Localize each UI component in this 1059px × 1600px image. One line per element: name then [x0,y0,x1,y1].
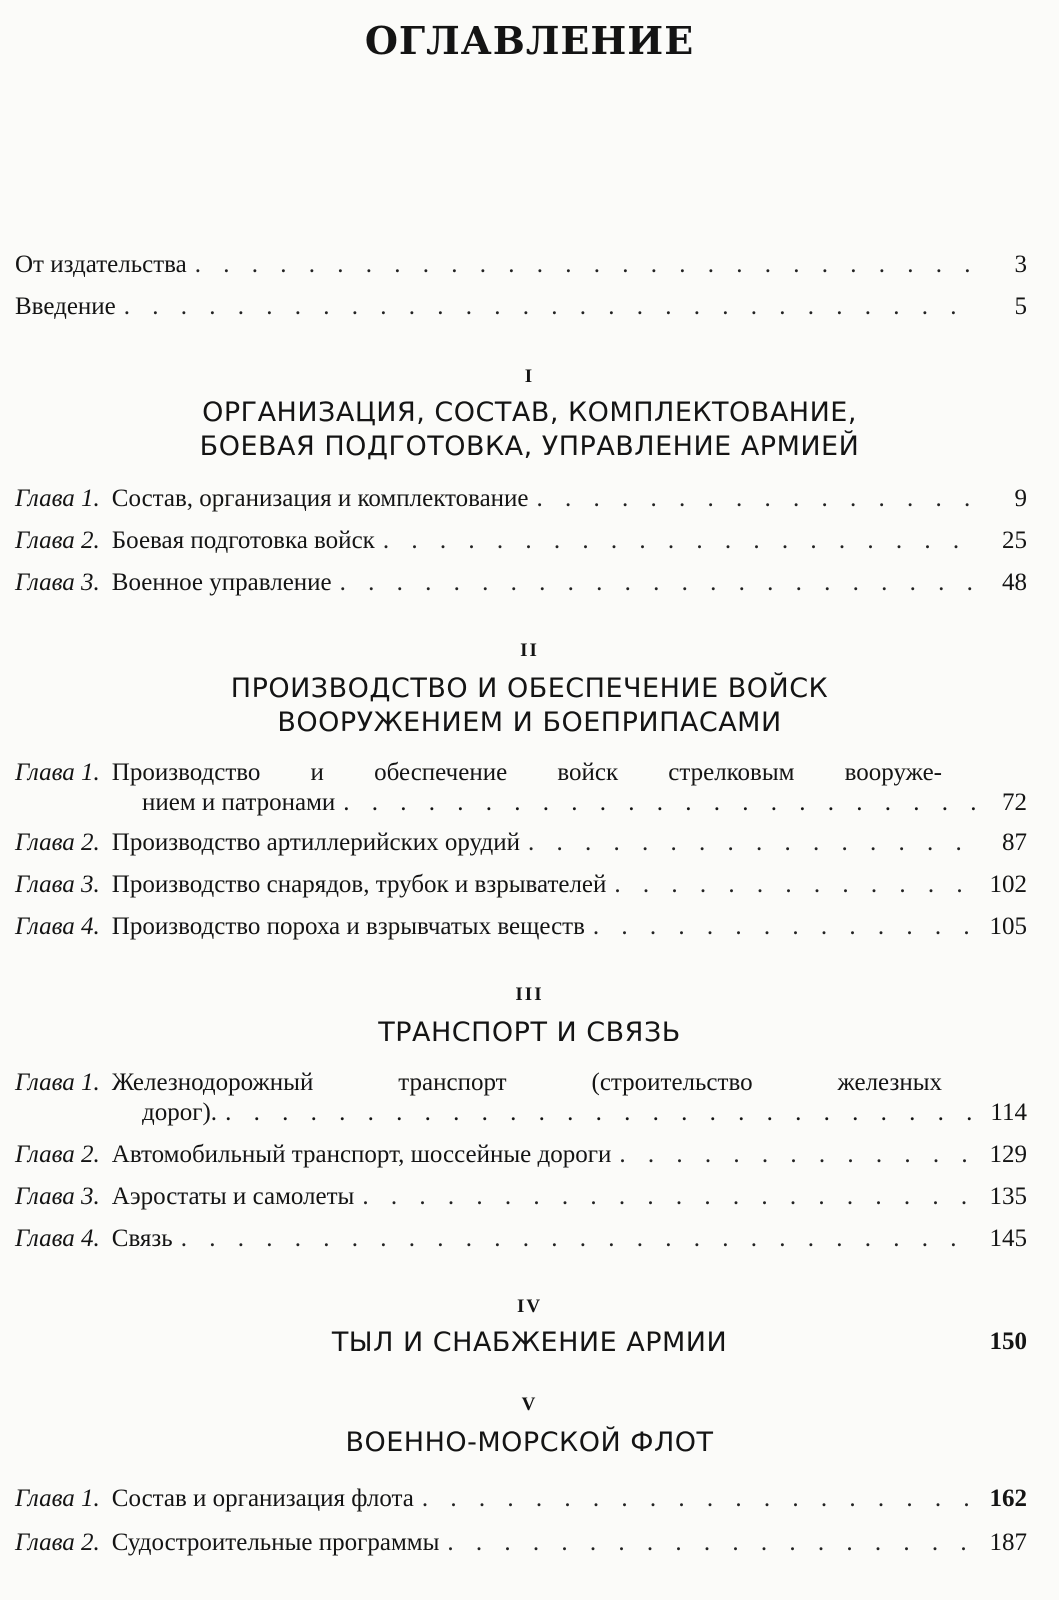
chapter-label: Глава 1. [15,759,100,786]
part-title-line: ТЫЛ И СНАБЖЕНИЕ АРМИИ [331,1327,728,1358]
entry-text: От издательства [15,251,187,278]
leader-dots [528,828,979,858]
entry-text: Связь [111,1225,173,1252]
part-title[interactable] [0,1326,1059,1360]
toc-entry-chapter[interactable] [15,1068,1027,1128]
part-title [0,1016,1059,1050]
page-number: 87 [1002,829,1027,856]
entry-text: Состав и организация флота [111,1485,414,1512]
page-number: 187 [989,1529,1027,1556]
leader-dots [593,912,979,942]
entry-text: Состав, организация и комплектование [111,485,529,512]
toc-entry-chapter[interactable] [15,870,1027,900]
toc-entry-chapter[interactable] [15,484,1027,514]
chapter-label: Глава 1. [15,485,100,512]
chapter-label: Глава 2. [15,527,100,554]
entry-text: Аэростаты и самолеты [111,1183,355,1210]
part-numeral: V [521,1394,538,1415]
page-number: 135 [989,1183,1027,1210]
page-number: 145 [989,1225,1027,1252]
toc-entry-introduction[interactable] [15,292,1027,322]
part-title-line: ВООРУЖЕНИЕМ И БОЕПРИПАСАМИ [277,707,782,738]
part-numeral: II [520,640,539,661]
leader-dots [340,568,979,598]
toc-entry-chapter[interactable] [15,828,1027,858]
page-number: 150 [989,1328,1027,1355]
toc-entry-chapter[interactable] [15,568,1027,598]
leader-dots [343,788,979,818]
part-numeral: III [515,984,544,1005]
entry-text: Боевая подготовка войск [111,527,375,554]
page-number: 105 [989,913,1027,940]
leader-dots [362,1182,979,1212]
toc-entry-publisher[interactable] [15,250,1027,280]
chapter-label: Глава 2. [15,1141,100,1168]
entry-text: Военное управление [111,569,332,596]
toc-entry-chapter[interactable] [15,912,1027,942]
entry-text: Судостроительные программы [111,1529,440,1556]
entry-text-continued: дорог). [142,1099,218,1126]
entry-text: Железнодорожный транспорт (строительство железных [111,1069,942,1096]
part-title-line: ТРАНСПОРТ И СВЯЗЬ [378,1017,681,1048]
chapter-label: Глава 4. [15,1225,100,1252]
toc-entry-chapter[interactable] [15,1140,1027,1170]
entry-text-continued: нием и патронами [142,789,336,816]
chapter-label: Глава 1. [15,1069,100,1096]
chapter-label: Глава 2. [15,829,100,856]
part-numeral: IV [516,1296,543,1317]
page-number: 9 [1014,485,1027,512]
chapter-label: Глава 3. [15,1183,100,1210]
page-number: 3 [1014,251,1027,278]
chapter-label: Глава 1. [15,1485,100,1512]
toc-entry-chapter[interactable] [15,1224,1027,1254]
leader-dots [181,1224,979,1254]
toc-entry-chapter[interactable] [15,1182,1027,1212]
entry-text: Введение [15,293,116,320]
chapter-label: Глава 3. [15,871,100,898]
leader-dots [383,526,979,556]
entry-text: Производство и обеспечение войск стрелковым вооруже- [111,759,942,786]
chapter-label: Глава 4. [15,913,100,940]
chapter-label: Глава 2. [15,1529,100,1556]
leader-dots [614,870,979,900]
leader-dots [447,1528,979,1558]
leader-dots [422,1484,979,1514]
page-number: 48 [1002,569,1027,596]
part-title [0,396,1059,464]
part-title-line: БОЕВАЯ ПОДГОТОВКА, УПРАВЛЕНИЕ АРМИЕЙ [199,431,860,462]
entry-text: Производство снарядов, трубок и взрывателей [111,871,607,898]
part-title-line: ВОЕННО-МОРСКОЙ ФЛОТ [345,1427,714,1458]
chapter-label: Глава 3. [15,569,100,596]
toc-entry-chapter[interactable] [15,526,1027,556]
page-number: 129 [989,1141,1027,1168]
toc-entry-chapter[interactable] [15,1528,1027,1558]
part-title-line: ПРОИЗВОДСТВО И ОБЕСПЕЧЕНИЕ ВОЙСК [230,673,829,704]
leader-dots [537,484,979,514]
toc-entry-chapter[interactable] [15,758,1027,818]
page-number: 25 [1002,527,1027,554]
part-title [0,1426,1059,1460]
page-number: 162 [989,1485,1027,1512]
leader-dots [124,292,979,322]
entry-text: Производство пороха и взрывчатых веществ [111,913,585,940]
part-title [0,672,1059,740]
part-title-line: ОРГАНИЗАЦИЯ, СОСТАВ, КОМПЛЕКТОВАНИЕ, [202,397,857,428]
leader-dots [225,1098,979,1128]
part-numeral: I [524,366,535,387]
page-number: 72 [1002,789,1027,816]
page-number: 102 [989,871,1027,898]
page-number: 5 [1014,293,1027,320]
leader-dots [619,1140,979,1170]
entry-text: Автомобильный транспорт, шоссейные дороги [111,1141,612,1168]
leader-dots [195,250,979,280]
page-title: ОГЛАВЛЕНИЕ [364,18,695,63]
entry-text: Производство артиллерийских орудий [111,829,520,856]
toc-entry-chapter[interactable] [15,1484,1027,1514]
page-number: 114 [990,1099,1027,1126]
